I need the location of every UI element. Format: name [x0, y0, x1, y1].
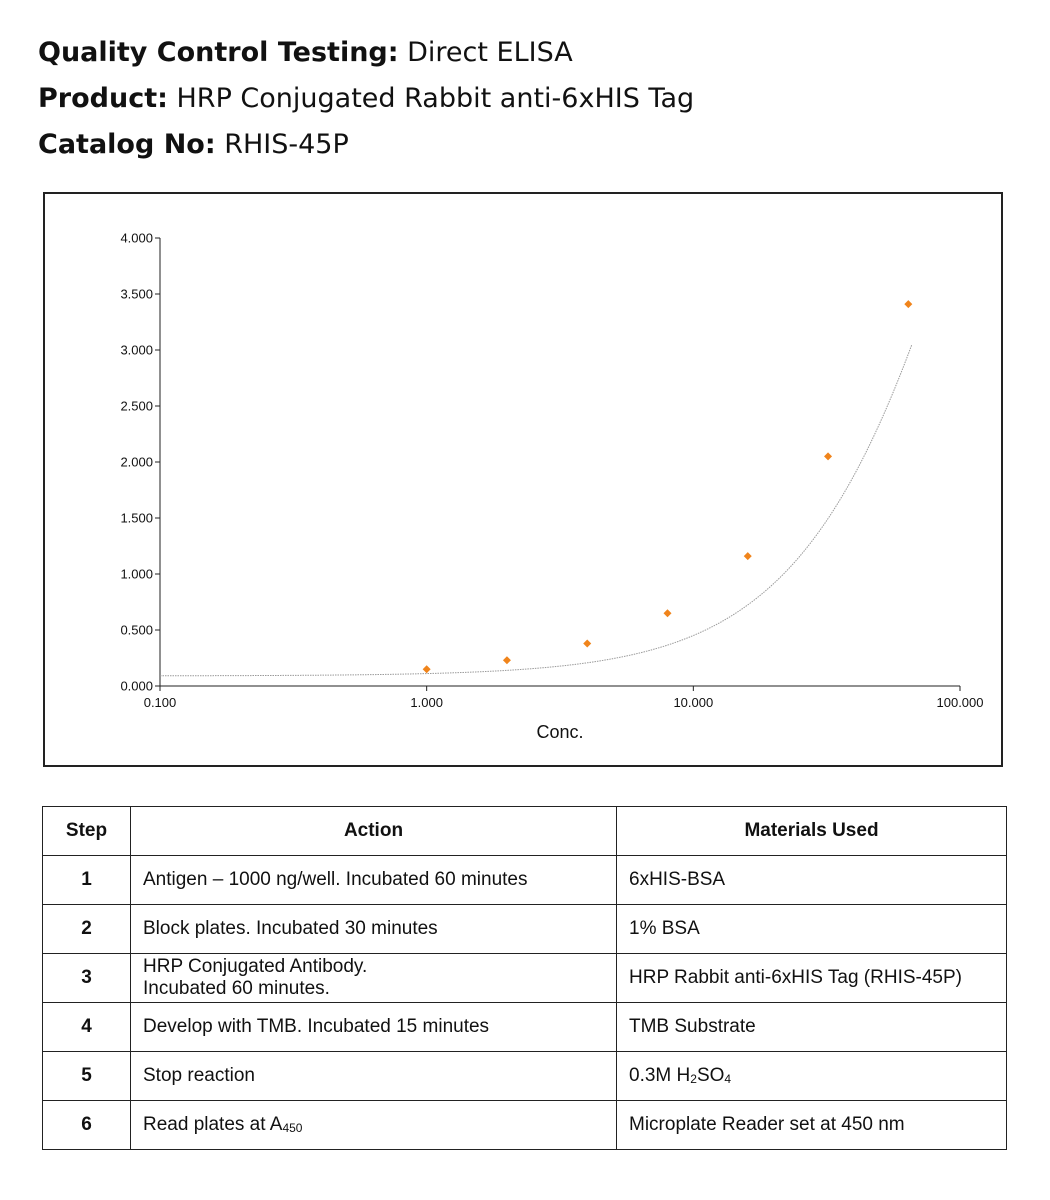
material-text: 0.3M H [629, 1065, 691, 1086]
chart-svg [45, 194, 1001, 765]
fit-curve [160, 345, 912, 676]
y-tick-label: 0.000 [120, 678, 153, 694]
step-material [617, 1052, 1007, 1101]
step-action-line1: HRP Conjugated Antibody. [143, 956, 368, 977]
table-row [43, 1003, 1007, 1052]
qc-testing-line [38, 30, 694, 76]
elisa-chart [43, 192, 1003, 767]
action-text: Read plates at A [143, 1114, 283, 1135]
x-axis-title: Conc. [536, 722, 584, 742]
product-line [38, 76, 694, 122]
data-point [663, 609, 671, 617]
catalog-value: RHIS-45P [215, 129, 349, 160]
table-row [43, 905, 1007, 954]
step-action: Develop with TMB. Incubated 15 minutes [131, 1003, 617, 1052]
data-point [503, 656, 511, 664]
header-action: Action [131, 807, 617, 856]
y-tick-label: 3.500 [120, 286, 153, 302]
catalog-label: Catalog No: [38, 129, 216, 160]
data-point [423, 665, 431, 673]
x-tick-label: 1.000 [410, 695, 443, 710]
data-point [824, 452, 832, 460]
table-row [43, 954, 1007, 1003]
step-number: 4 [43, 1003, 131, 1052]
x-tick-label: 0.100 [143, 695, 177, 710]
y-tick-label: 4.000 [120, 230, 153, 246]
step-action [131, 1101, 617, 1150]
product-value: HRP Conjugated Rabbit anti-6xHIS Tag [167, 83, 695, 114]
header-materials: Materials Used [617, 807, 1007, 856]
step-number: 6 [43, 1101, 131, 1150]
y-tick-label: 0.500 [120, 622, 153, 638]
step-number: 3 [43, 954, 131, 1003]
x-tick-label: 10.000 [673, 695, 714, 710]
step-material: TMB Substrate [617, 1003, 1007, 1052]
header [38, 30, 694, 168]
product-label: Product: [38, 83, 168, 114]
catalog-line [38, 122, 694, 168]
data-point [583, 639, 591, 647]
chart-axes [120, 231, 983, 711]
header-step: Step [43, 807, 131, 856]
step-material: 1% BSA [617, 905, 1007, 954]
step-number: 2 [43, 905, 131, 954]
step-action-line2: Incubated 60 minutes. [143, 978, 330, 999]
step-action: Stop reaction [131, 1052, 617, 1101]
protocol-table [42, 806, 1007, 1150]
table-row [43, 1101, 1007, 1150]
y-tick-label: 3.000 [120, 342, 153, 358]
y-tick-label: 2.500 [120, 398, 153, 414]
qc-testing-label: Quality Control Testing: [38, 37, 399, 68]
step-action [131, 954, 617, 1003]
step-material: Microplate Reader set at 450 nm [617, 1101, 1007, 1150]
data-points-group [423, 300, 913, 673]
qc-testing-value: Direct ELISA [398, 37, 573, 68]
material-subscript: 4 [724, 1072, 732, 1086]
data-point [904, 300, 912, 308]
y-tick-label: 1.500 [120, 510, 153, 526]
table-header-row [43, 807, 1007, 856]
material-text: SO [696, 1065, 725, 1086]
step-material: HRP Rabbit anti-6xHIS Tag (RHIS-45P) [617, 954, 1007, 1003]
table-row [43, 1052, 1007, 1101]
step-number: 1 [43, 856, 131, 905]
step-action: Block plates. Incubated 30 minutes [131, 905, 617, 954]
table-row [43, 856, 1007, 905]
fit-curve-group [160, 345, 912, 676]
y-tick-label: 1.000 [120, 566, 153, 582]
data-point [744, 552, 752, 560]
y-tick-label: 2.000 [120, 454, 153, 470]
step-material: 6xHIS-BSA [617, 856, 1007, 905]
step-action: Antigen – 1000 ng/well. Incubated 60 minutes [131, 856, 617, 905]
action-subscript: 450 [282, 1121, 303, 1135]
step-number: 5 [43, 1052, 131, 1101]
x-tick-label: 100.000 [936, 695, 984, 710]
material-subscript: 2 [690, 1072, 697, 1086]
